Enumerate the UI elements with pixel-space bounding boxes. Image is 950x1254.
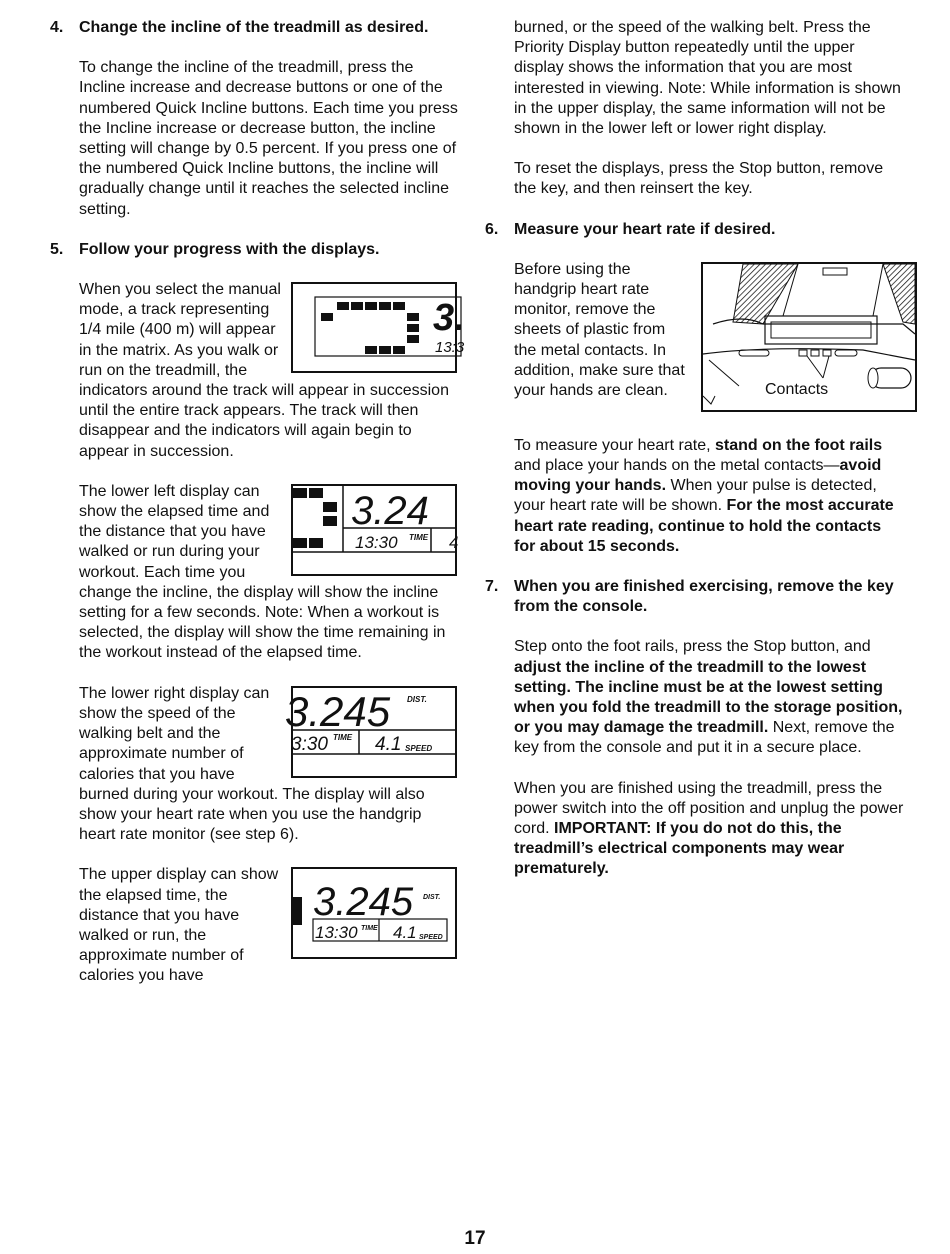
time-value: 13:30 (355, 532, 398, 552)
time-label: TIME (333, 732, 353, 742)
step-4-body: To change the incline of the treadmill, press the Incline increase and decrease buttons or one of the numbered Quick Incline buttons. Each time you press the Incline increase or decrease button, the incline setting will change by 0.5 percent. If you press one of the numbered Quick Incline buttons, the incline will gradually change until it reaches the selected incline setting. (79, 59, 458, 218)
text-run-bold: IMPORTANT: If you do not do this, the treadmill’s electrical components may wear prematurely. (514, 820, 845, 878)
lower-left-display-figure (291, 484, 457, 576)
step-title: When you are finished exercising, remove the key from the console. (514, 578, 894, 616)
continuation-text: burned, or the speed of the walking belt. Press the Priority Display button repeatedly until the upper display shows the information that you are most interested in viewing. Note: While information is shown in the upper display, the same information will not be shown in the lower left or lower right display. (514, 19, 901, 138)
text-run: and place your hands on the metal contacts— (514, 457, 840, 475)
text-run-bold: stand on the foot rails (714, 436, 883, 454)
step-7-para-2 (514, 779, 905, 880)
text-run-bold: For the most accurate heart rate reading, continue to hold the contacts for about 15 seconds. (514, 497, 894, 555)
distance-value: 3.245 (285, 687, 391, 735)
text-run-bold: adjust the incline of the treadmill to the lowest setting. The incline must be at the lowest setting when you fold the treadmill to the storage position, or you may damage the treadmill. (514, 658, 903, 737)
step-4 (50, 18, 460, 220)
contacts-label: Contacts (765, 380, 829, 398)
upper-display-figure (291, 867, 457, 959)
speed-value: 4.1 (393, 923, 417, 943)
step-5-continuation (485, 18, 905, 200)
partial-digit: 4 (449, 532, 459, 552)
step-5-para-4: The upper display can show the elapsed time, the distance that you have walked or run, the approximate number of calories you have (79, 866, 279, 985)
speed-label: SPEED (405, 743, 433, 753)
dist-label: DIST. (407, 694, 427, 704)
step-number: 4. (50, 19, 64, 36)
time-label: TIME (361, 925, 378, 933)
step-7-para-1 (514, 637, 905, 758)
distance-value: 3.24 (351, 488, 429, 533)
text-run: Step onto the foot rails, press the Stop button, and (514, 638, 871, 656)
step-7 (485, 577, 905, 880)
time-value: 3:30 (291, 733, 328, 755)
step-5-para-3: The lower right display can show the speed of the walking belt and the approximate number of calories that you have burned during your workout. The display will also show your heart rate when you use the handgrip heart rate monitor (see step 6). (79, 684, 425, 844)
step-number: 6. (485, 220, 499, 238)
left-column (50, 18, 465, 987)
text-run-bold: avoid moving your hands. (514, 457, 882, 495)
track-digit: 3. (433, 297, 465, 340)
distance-value: 3.245 (313, 880, 414, 925)
right-column (485, 18, 905, 880)
track-time: 13:3 (435, 339, 465, 357)
page-number: 17 (464, 1228, 486, 1249)
step-number: 7. (485, 578, 499, 596)
dist-label: DIST. (423, 894, 441, 902)
step-title: Measure your heart rate if desired. (514, 220, 776, 238)
step-5-para-1: When you select the manual mode, a track representing 1/4 mile (400 m) will appear in the matrix. As you walk or run on the treadmill, the indicators around the track will appear in succession until the entire track appears. The track will then disappear and the indicators will again begin to appear in succession. (79, 281, 449, 460)
speed-label: SPEED (419, 934, 443, 942)
console-contacts-figure (701, 262, 917, 412)
track-display-figure (291, 282, 465, 373)
step-title: Change the incline of the treadmill as desired. (79, 19, 429, 36)
step-6 (485, 220, 905, 557)
step-5-para-2: The lower left display can show the elapsed time and the distance that you have walked or run during your workout. Each time you change the incline, the display will show the incline setting for a few seconds. Note: When a workout is selected, the display will show the time remaining in the workout instead of the elapsed time. (79, 482, 446, 662)
speed-value: 4.1 (375, 733, 402, 755)
time-label: TIME (409, 532, 429, 542)
step-number: 5. (50, 240, 64, 258)
time-value: 13:30 (315, 923, 358, 943)
text-run: To measure your heart rate, (514, 436, 715, 454)
step-6-para-2 (514, 436, 905, 557)
step-title: Follow your progress with the displays. (79, 240, 380, 258)
text-run: Next, remove the key from the console and put it in a secure place. (514, 719, 895, 757)
text-run: When your pulse is detected, your heart rate will be shown. (514, 477, 877, 515)
step-6-para-1: Before using the handgrip heart rate monitor, remove the sheets of plastic from the metal contacts. In addition, make sure that your hands are clean. (514, 260, 685, 400)
reset-text: To reset the displays, press the Stop button, remove the key, and then reinsert the key. (514, 160, 884, 198)
step-5 (50, 240, 465, 987)
lower-right-display-figure (285, 686, 457, 778)
text-run: When you are finished using the treadmill, press the power switch into the off position and unplug the power cord. (514, 779, 904, 838)
